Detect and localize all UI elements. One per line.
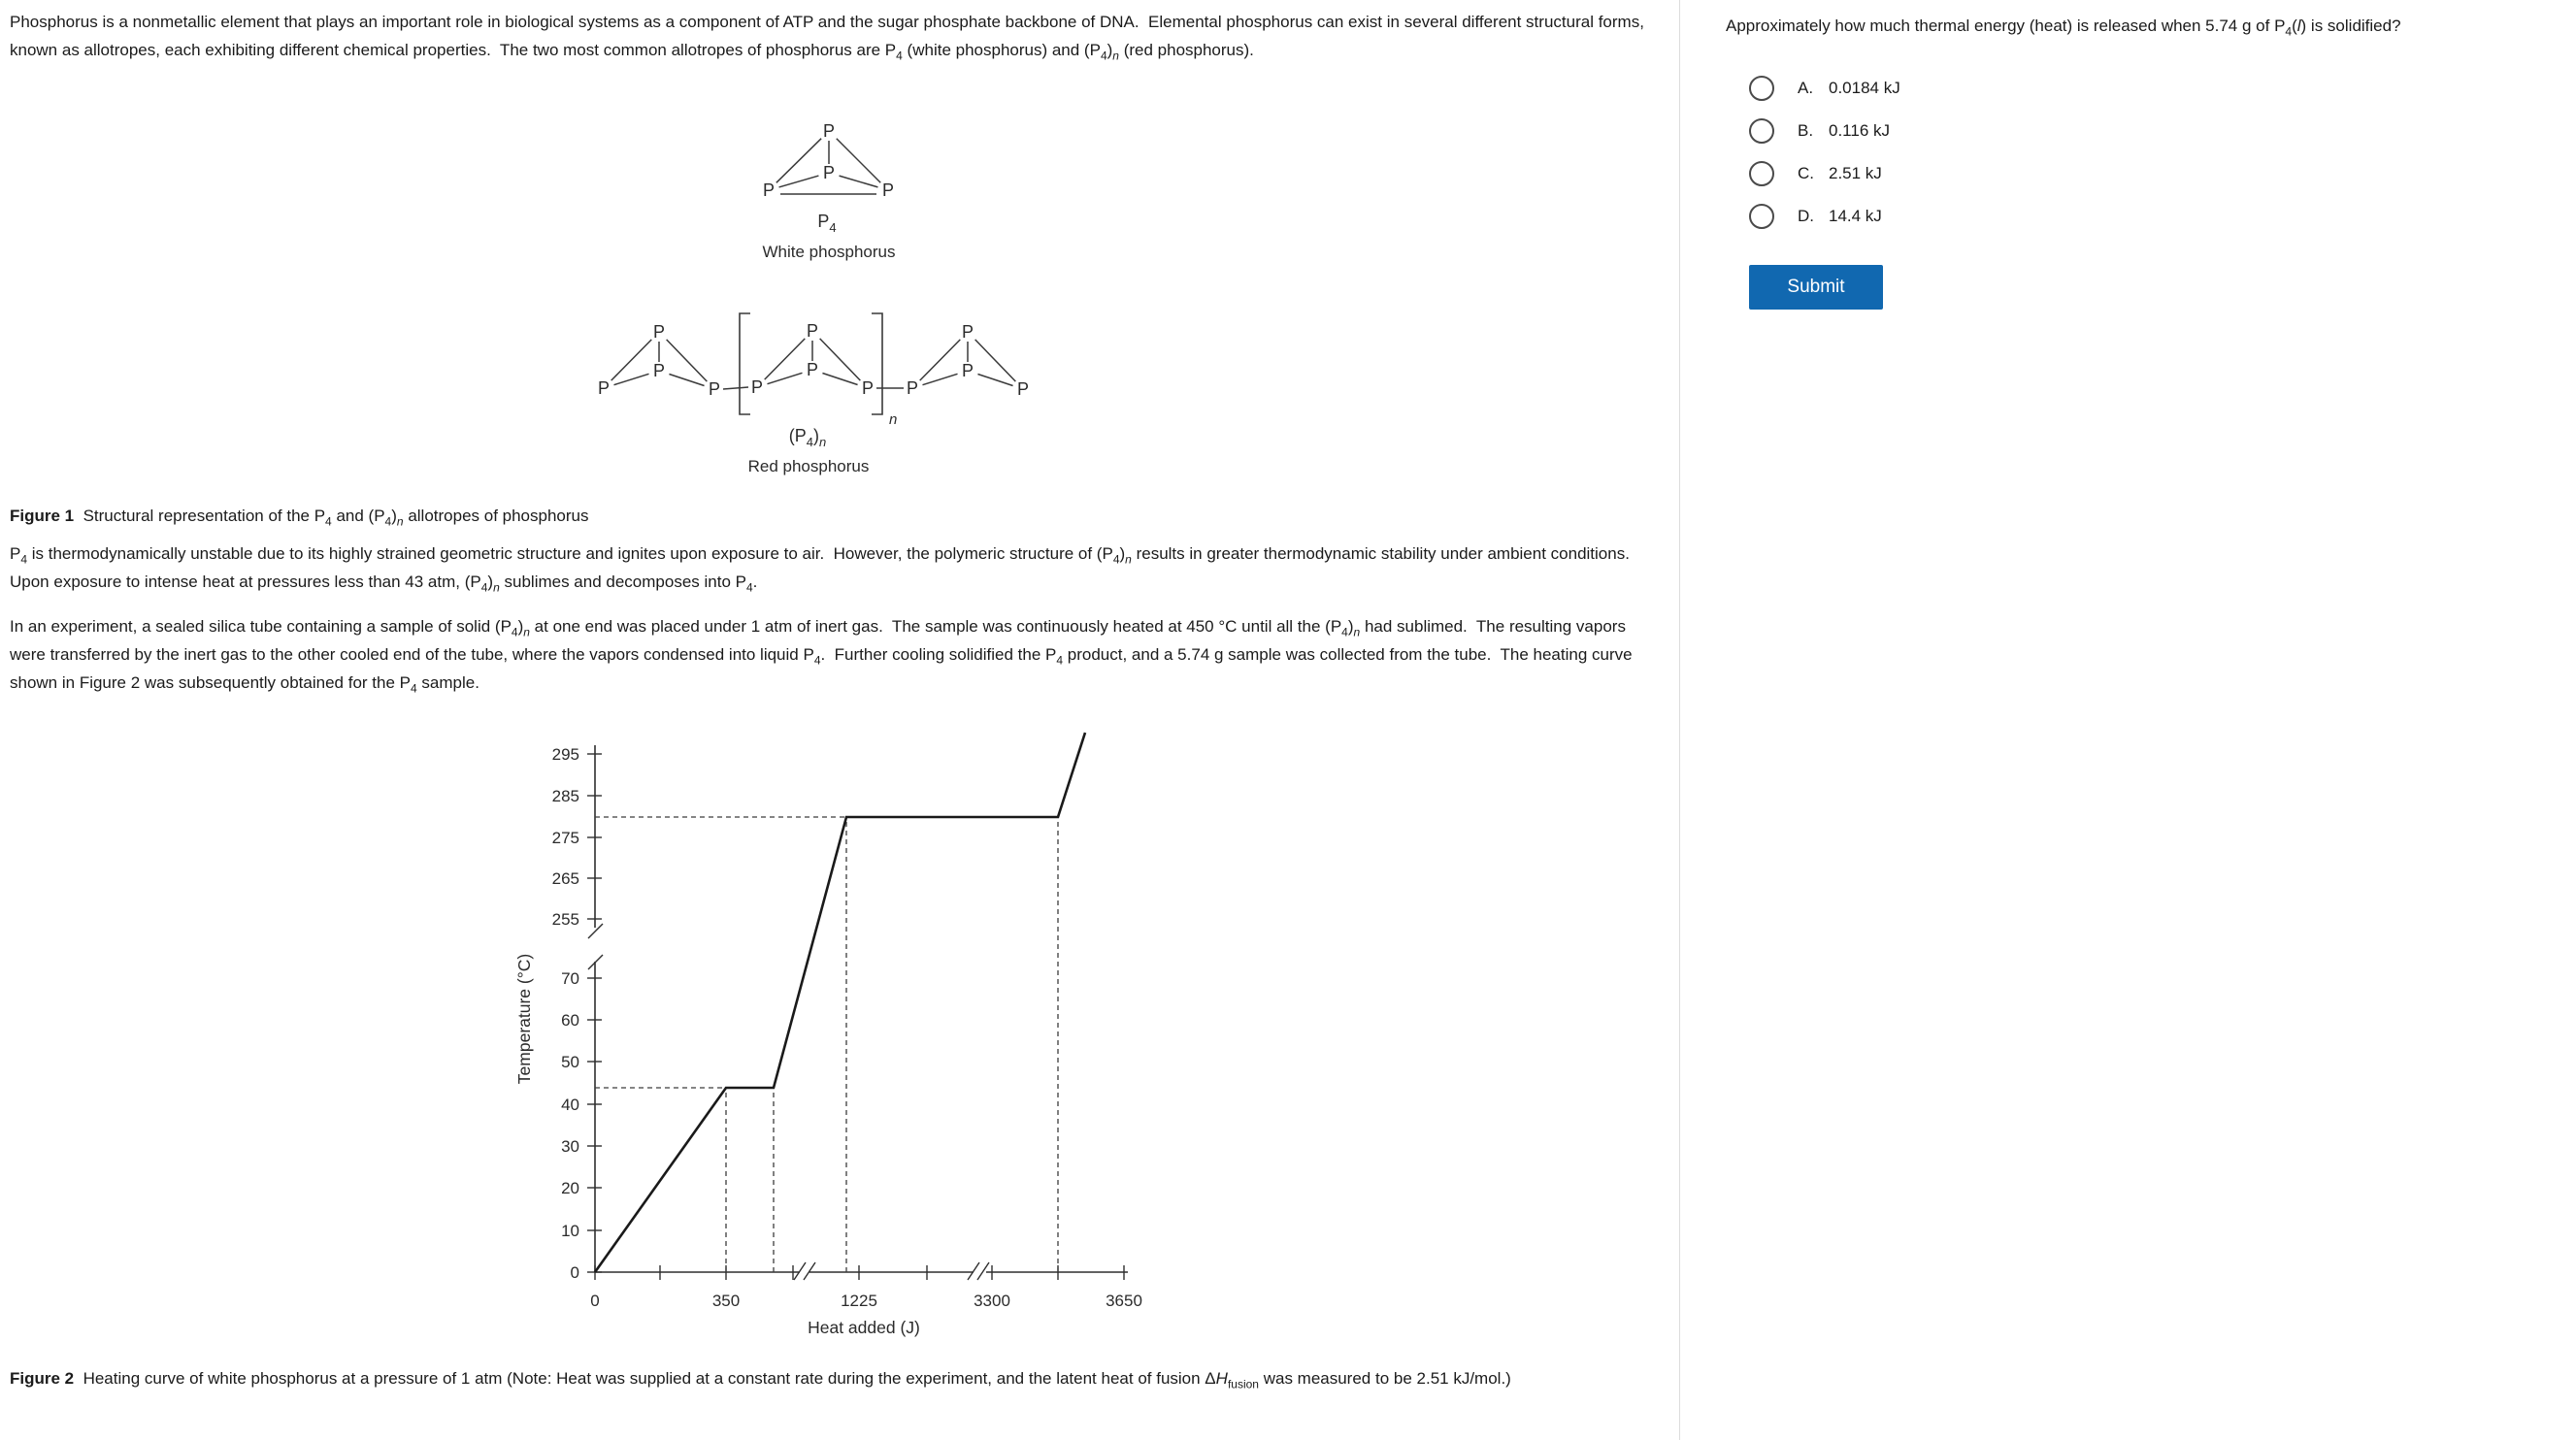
svg-text:P: P [822,121,836,141]
svg-text:40: 40 [561,1096,579,1114]
radio-button-c[interactable] [1749,161,1774,186]
svg-text:P: P [806,321,819,341]
answer-option-a[interactable] [1749,76,1900,101]
svg-text:70: 70 [561,969,579,988]
svg-text:1225: 1225 [841,1292,877,1310]
radio-button-d[interactable] [1749,204,1774,229]
option-text: 0.116 kJ [1829,121,1891,140]
question-text: Approximately how much thermal energy (heat) is released when 5.74 g of $P_4(l)$ is solidified? [1726,16,2401,39]
passage-paragraph-1: Phosphorus is a nonmetallic element that plays an important role in biological systems as a component of ATP and the sugar phosphate backbone of DNA. Elemental phosphorus can exist in several different structural forms, known as allotropes, each exhibiting different chemical properties. The two most common allotropes of phosphorus are $P_4$ (white phosphorus) and $(P_4)_n$ (red phosphorus). [10,13,1644,63]
option-text: 2.51 kJ [1829,164,1882,182]
svg-text:285: 285 [551,787,579,805]
svg-text:295: 295 [551,745,579,764]
svg-text:P: P [652,361,666,380]
panel-divider [1679,0,1680,1440]
answer-option-d[interactable] [1749,204,1882,229]
svg-text:50: 50 [561,1053,579,1071]
svg-text:350: 350 [711,1292,741,1310]
svg-text:3300: 3300 [974,1292,1010,1310]
svg-text:P: P [961,322,974,342]
option-letter: A. [1798,79,1814,97]
heating-curve-line [595,733,1085,1272]
passage-paragraph-3: In an experiment, a sealed silica tube containing a sample of solid $(P_4)_n$ at one end was placed under 1 atm of inert gas. The sample was continuously heated at 450 °C until all the $(P_4)_n$ had sublimed. The resulting vapors were transferred by the inert gas to the other cooled end of the tube, where the vapors condensed into liquid $P_4$. Further cooling solidified the $P_4$ product, and a 5.74 g sample was collected from the tube. The heating curve shown in Figure 2 was subsequently obtained for the $P_4$ sample. [10,617,1633,696]
svg-text:P: P [750,377,764,397]
svg-text:P: P [806,360,819,379]
figure1-red-phosphorus-structure [592,306,1136,490]
svg-text:P: P [652,322,666,342]
chart-guide-lines [595,817,1058,1272]
option-letter: B. [1798,121,1814,140]
svg-text:275: 275 [551,829,579,847]
svg-text:P: P [822,163,836,182]
figure1-caption: Figure 1 Structural representation of the $P_4$ and $(P_4)_n$ allotropes of phosphorus [10,507,589,529]
svg-text:n: n [889,411,898,428]
svg-text:30: 30 [561,1137,579,1156]
svg-text:255: 255 [551,910,579,929]
svg-text:P: P [861,378,875,398]
svg-text:0: 0 [590,1292,600,1310]
svg-text:P: P [762,180,776,200]
svg-text:P4: $P_4$ [817,212,837,235]
svg-text:P: P [881,180,895,200]
svg-text:(P4)n: $(P_4)_n$ [788,426,827,449]
answer-option-b[interactable] [1749,118,1890,144]
svg-text:Red phosphorus: Red phosphorus [747,457,870,475]
passage-paragraph-2: $P_4$ is thermodynamically unstable due to its highly strained geometric structure and ignites upon exposure to air. However, the polymeric structure of $(P_4)_n$ results in greater thermodynamic stability under ambient conditions. Upon exposure to intense heat at pressures less than 43 atm, $(P_4)_n$ sublimes and decomposes into $P_4$. [10,544,1635,595]
option-letter: C. [1798,164,1814,182]
svg-text:3650: 3650 [1106,1292,1142,1310]
option-letter: D. [1798,207,1814,225]
figure2-caption: Figure 2 Heating curve of white phosphorus at a pressure of 1 atm (Note: Heat was supplied at a constant rate during the experiment, and the latent heat of fusion $\Delta H_{fusion}$ was measured to be 2.51 kJ/mol.) [10,1369,1511,1391]
option-text: 0.0184 kJ [1829,79,1900,97]
svg-text:P: P [906,378,919,398]
svg-text:P: P [708,379,721,399]
svg-text:0: 0 [570,1263,579,1282]
figure1-white-phosphorus-structure [747,112,922,277]
svg-text:White phosphorus: White phosphorus [762,243,896,261]
svg-text:265: 265 [551,869,579,888]
radio-button-a[interactable] [1749,76,1774,101]
option-text: 14.4 kJ [1829,207,1882,225]
radio-button-b[interactable] [1749,118,1774,144]
chart-axes [587,745,1128,1280]
svg-text:P: P [961,361,974,380]
svg-text:Heat added (J): Heat added (J) [808,1318,920,1337]
figure2-heating-curve-chart [485,728,1184,1358]
answer-option-c[interactable] [1749,161,1882,186]
svg-text:P: P [597,378,611,398]
svg-text:60: 60 [561,1011,579,1030]
svg-text:Temperature (°C): Temperature (°C) [514,953,534,1085]
svg-text:20: 20 [561,1179,579,1197]
svg-text:P: P [1016,379,1030,399]
svg-text:10: 10 [561,1222,579,1240]
submit-button[interactable]: Submit [1749,265,1883,310]
